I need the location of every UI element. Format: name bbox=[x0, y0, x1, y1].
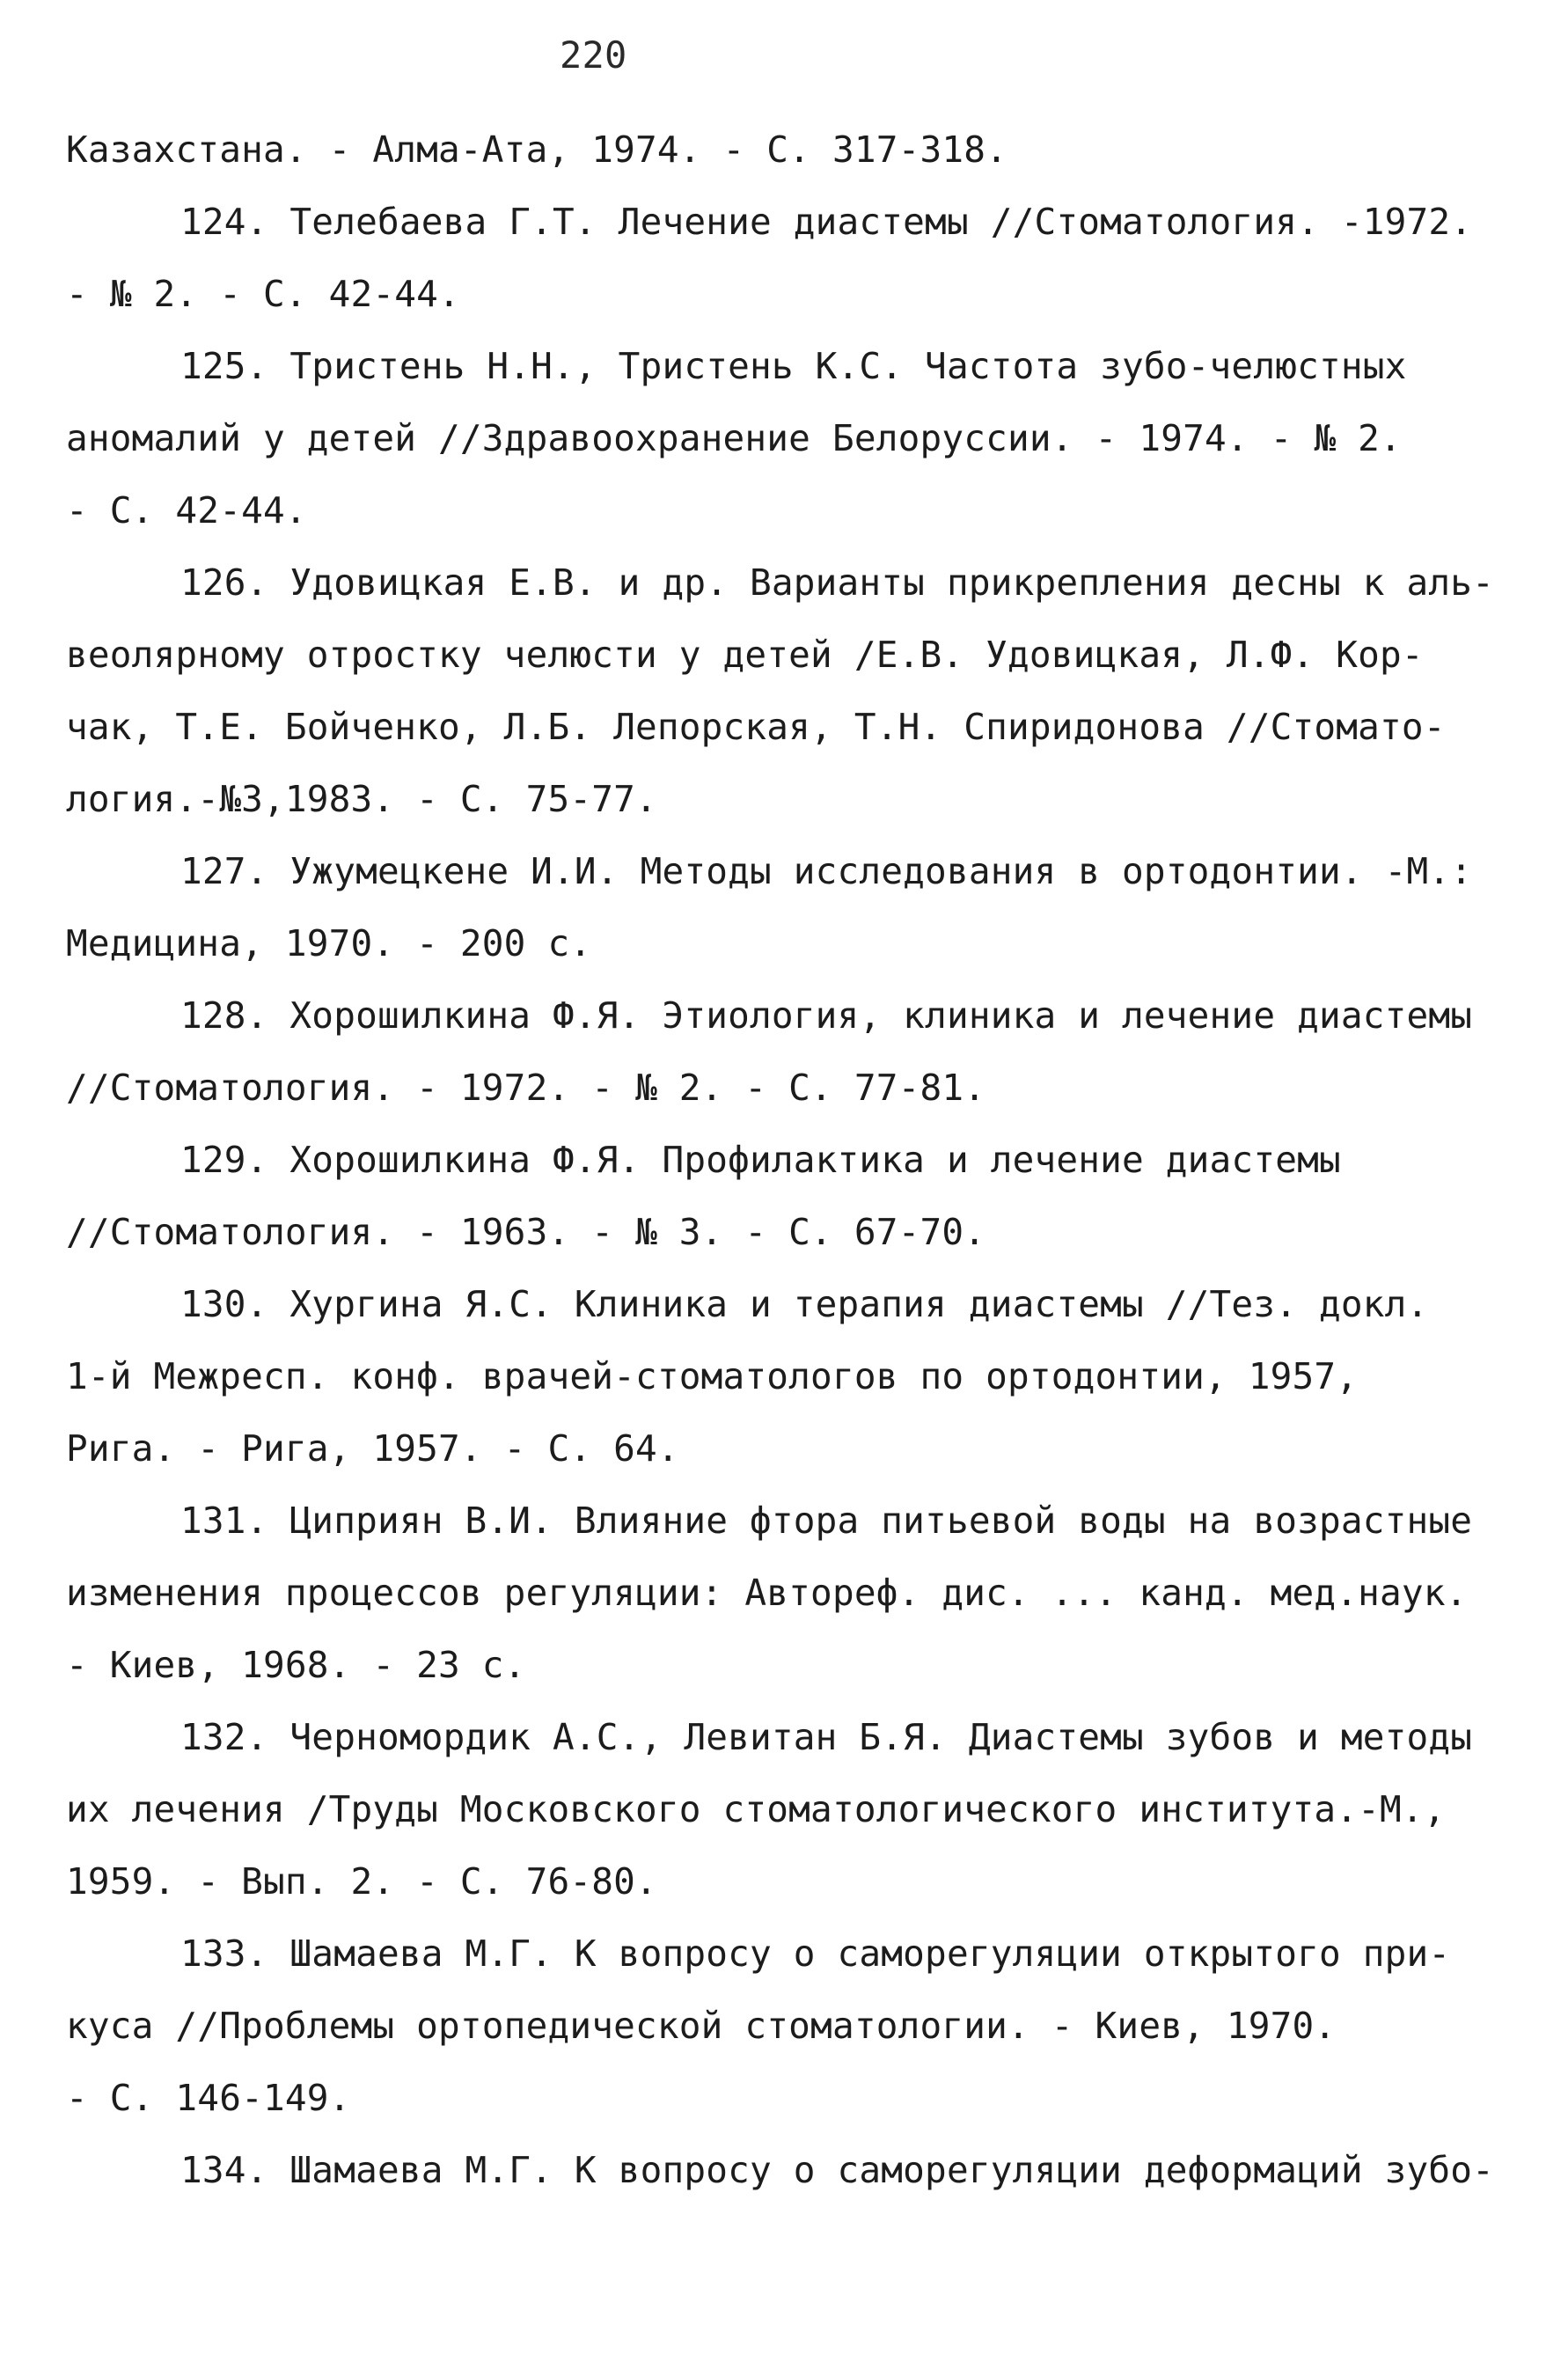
reference-start-line: 129. Хорошилкина Ф.Я. Профилактика и лечение диастемы bbox=[180, 1139, 1341, 1181]
text-line: куса //Проблемы ортопедической стоматологии. - Киев, 1970. bbox=[66, 2005, 1337, 2047]
text-line: 1-й Межресп. конф. врачей-стоматологов по ортодонтии, 1957, bbox=[66, 1355, 1359, 1397]
text-line: аномалий у детей //Здравоохранение Белоруссии. - 1974. - № 2. bbox=[66, 417, 1402, 459]
text-line: - С. 146-149. bbox=[66, 2077, 351, 2119]
reference-start-line: 127. Ужумецкене И.И. Методы исследования в ортодонтии. -М.: bbox=[180, 850, 1473, 892]
text-line: //Стоматология. - 1963. - № 3. - С. 67-70. bbox=[66, 1211, 986, 1253]
text-line: //Стоматология. - 1972. - № 2. - С. 77-81. bbox=[66, 1067, 986, 1109]
text-line: - С. 42-44. bbox=[66, 489, 307, 532]
text-line: веолярному отростку челюсти у детей /Е.В. Удовицкая, Л.Ф. Кор- bbox=[66, 634, 1424, 676]
reference-start-line: 125. Тристень Н.Н., Тристень К.С. Частота зубо-челюстных bbox=[180, 345, 1407, 387]
reference-start-line: 133. Шамаева М.Г. К вопросу о саморегуляции открытого при- bbox=[180, 1932, 1451, 1975]
text-line: чак, Т.Е. Бойченко, Л.Б. Лепорская, Т.Н. Спиридонова //Стомато- bbox=[66, 706, 1446, 748]
reference-start-line: 126. Удовицкая Е.В. и др. Варианты прикрепления десны к аль- bbox=[180, 561, 1495, 604]
page-number: 220 bbox=[560, 33, 627, 77]
reference-start-line: 130. Хургина Я.С. Клиника и терапия диастемы //Тез. докл. bbox=[180, 1283, 1429, 1325]
reference-start-line: 132. Черномордик А.С., Левитан Б.Я. Диастемы зубов и методы bbox=[180, 1716, 1473, 1758]
text-line: - № 2. - С. 42-44. bbox=[66, 273, 460, 315]
reference-start-line: 128. Хорошилкина Ф.Я. Этиология, клиника и лечение диастемы bbox=[180, 994, 1473, 1037]
text-line: - Киев, 1968. - 23 с. bbox=[66, 1644, 526, 1686]
reference-start-line: 131. Циприян В.И. Влияние фтора питьевой воды на возрастные bbox=[180, 1500, 1473, 1542]
text-line: Рига. - Рига, 1957. - С. 64. bbox=[66, 1427, 679, 1470]
text-line: Казахстана. - Алма-Ата, 1974. - С. 317-318. bbox=[66, 128, 1008, 171]
text-line: их лечения /Труды Московского стоматологического института.-М., bbox=[66, 1788, 1446, 1830]
reference-start-line: 124. Телебаева Г.Т. Лечение диастемы //Стоматология. -1972. bbox=[180, 201, 1473, 243]
text-line: логия.-№3,1983. - С. 75-77. bbox=[66, 778, 657, 820]
text-line: изменения процессов регуляции: Автореф. дис. ... канд. мед.наук. bbox=[66, 1572, 1468, 1614]
text-line: 1959. - Вып. 2. - С. 76-80. bbox=[66, 1860, 657, 1903]
reference-start-line: 134. Шамаева М.Г. К вопросу о саморегуляции деформаций зубо- bbox=[180, 2149, 1495, 2191]
text-line: Медицина, 1970. - 200 с. bbox=[66, 922, 592, 964]
